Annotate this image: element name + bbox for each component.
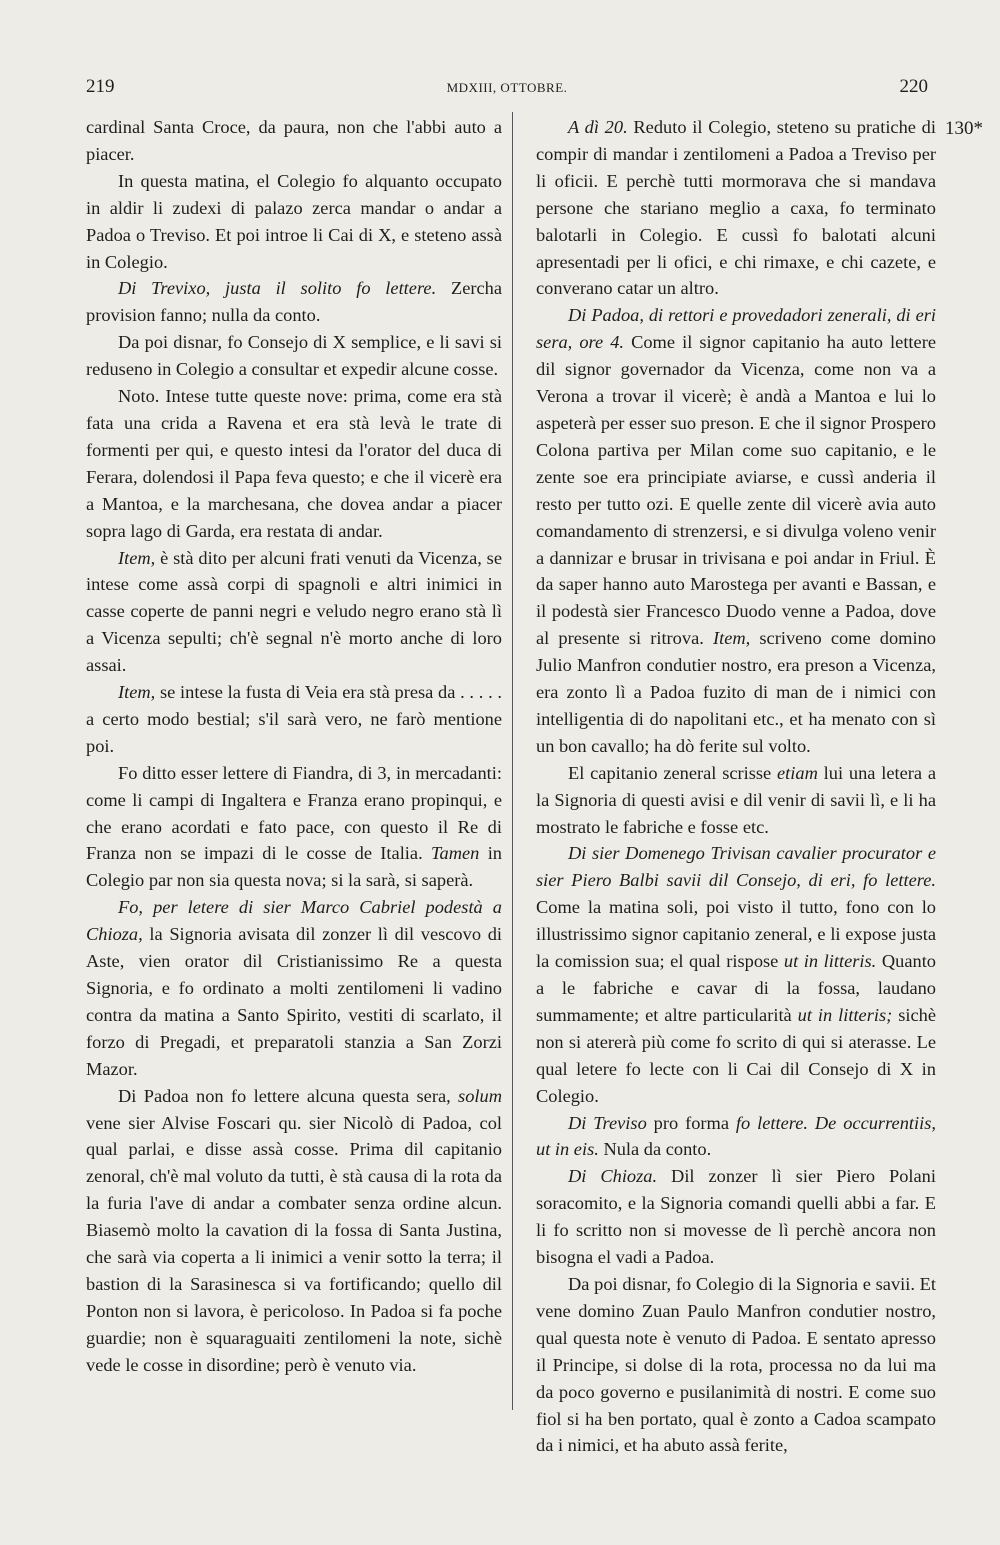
text-run: Come la matina soli, poi visto il tutto, fono con lo illustrissimo signor capitanio zeneral, e li expose justa la comission sua; el qual rispose	[536, 897, 936, 972]
paragraph	[86, 760, 502, 895]
italic-text: Item,	[118, 547, 156, 568]
text-run: cardinal Santa Croce, da paura, non che l'abbi auto a piacer.	[86, 117, 502, 164]
text-run: Noto. Intese tutte queste nove: prima, come era stà fata una crida a Ravena et era stà levà le trate di formenti per qui, e questo intesi da l'orator del duca di Ferara, dolendosi il Papa feva questo; e che il vicerè era a Mantoa, e la marchesana, che dovea andar a piacer sopra lago di Garda, era restata di andar.	[86, 386, 502, 541]
margin-folio-note: 130*	[945, 118, 983, 139]
text-run: Come il signor capitanio ha auto lettere dil signor governador da Vicenza, come non va a Verona a trovar il vicerè; è andà a Mantoa e lui lo aspeterà per esser suo preson. E che il signor Prospero Colona partiva per Milan come suo capitanio, e le zente soe era principiate aviarse, e cussì anderia il resto per tutto ozi. E quelle zente dil vicerè avia auto comandamento di strenzersi, e si divulga voleno venir a dannizar e brusar in trivisana e poi andar in Friul. È da saper hanno auto Marostega per avanti e Bassan, e il podestà sier Francesco Duodo venne a Padoa, dove al presente si ritrova.	[536, 332, 936, 649]
text-run: scriveno come domino Julio Manfron condutier nostro, era preson a Vicenza, era zonto lì a Padoa fuzito di man de i nimici con intelligentia di do napolitani etc., et ha menato con sì un bon cavallo; ha dò ferite sul volto.	[536, 628, 936, 756]
italic-text: etiam	[777, 762, 818, 783]
text-run: Reduto il Colegio, steteno su pratiche di compir di mandar i zentilomeni a Padoa a Treviso per li oficii. E perchè tutti mormorava che si mandava persone che stariano meglio a caxa, fo terminato balotarli in Colegio. E cussì fo balotati alcuni apresentadi per li ofici, e chi rimaxe, e chi cazete, e converano catar un altro.	[536, 117, 936, 299]
italic-text: fo lettere. De occurrentiis, ut in eis.	[536, 1112, 936, 1160]
italic-text: Di Padoa, di rettori e provedadori zenerali, di eri sera, ore 4.	[536, 305, 936, 353]
paragraph	[86, 329, 502, 383]
paragraph	[86, 275, 502, 329]
italic-text: Item,	[118, 682, 156, 703]
italic-text: Item,	[712, 628, 751, 649]
text-run: sichè non si atererà più come fo scrito di qui si aterasse. Le qual letere fo lecte con li Cai dil Consejo di X in Colegio.	[536, 1004, 936, 1106]
text-run: in Colegio par non sia questa nova; si la sarà, si saperà.	[86, 843, 502, 891]
text-run: Da poi disnar, fo Colegio di la Signoria e savii. Et vene domino Zuan Paulo Manfron condutier nostro, qual questa note è venuto di Padoa. E sentato apresso il Principe, si dolse di la rota, processa no da lui ma da poco governo e pusilanimità di nostri. E come suo fiol si ha ben portato, qual è zonto a Cadoa scampato da i nimici, et ha abuto assà ferite,	[536, 1273, 936, 1456]
paragraph	[536, 1110, 936, 1164]
italic-text: solum	[458, 1085, 502, 1106]
paragraph	[86, 383, 502, 544]
italic-text: ut in litteris.	[783, 951, 877, 972]
text-run: è stà dito per alcuni frati venuti da Vicenza, se intese come assà corpi di spagnoli e altri inimici in casse coperte de panni negri e veludo negro erano stà lì a Vicenza sepulti; ch'è segnal n'è morto anche di loro assai.	[86, 547, 502, 676]
italic-text: Di Treviso	[568, 1112, 647, 1133]
text-run: Fo ditto esser lettere di Fiandra, di 3, in mercadanti: come li campi di Ingaltera e Franza erano propinqui, e che erano acordati e fato pace, con questo il Re di Franza non se impazi di le cosse de Italia.	[86, 762, 502, 864]
italic-text: Tamen	[431, 843, 480, 864]
paragraph	[536, 114, 936, 302]
running-head: MDXIII, OTTOBRE.	[446, 80, 568, 95]
italic-text: A dì 20.	[568, 117, 628, 137]
text-run: se intese la fusta di Veia era stà presa da . . . . . a certo modo bestial; s'il sarà vero, ne farò mentione poi.	[86, 682, 502, 756]
page-number-left: 219	[86, 76, 115, 97]
paragraph	[536, 760, 936, 841]
text-run: vene sier Alvise Foscari qu. sier Nicolò di Padoa, col qual parlai, e disse assà cosse. Prima dil capitanio zenoral, ch'è mal voluto da tutti, è stà causa di la rota da la furia l'ave di andar a combater senza ordine alcun. Biasemò molto la cavation di la fossa di Santa Justina, che sarà via coperta a li inimici a venir sotto la terra; il bastion di la Sarasinesca si va fortificando; quello dil Ponton non si lavora, è pericoloso. In Padoa si fa poche guardie; non è squaraguaiti zentilomeni la note, sichè vede le cosse in disordine; però è venuto via.	[86, 1112, 502, 1375]
text-run: Dil zonzer lì sier Piero Polani soracomito, e la Signoria comandi quelli abbi a far. E li fo scritto non si movesse de lì perchè ancora non bisogna el vadi a Padoa.	[536, 1166, 936, 1268]
right-column	[536, 114, 936, 1459]
text-run: pro forma	[646, 1112, 736, 1133]
paragraph	[86, 545, 502, 680]
page-number-right: 220	[899, 76, 928, 97]
italic-text: Di sier Domenego Trivisan cavalier procurator e sier Piero Balbi savii dil Consejo, di eri, fo lettere.	[536, 843, 936, 891]
column-divider	[512, 112, 513, 1410]
text-run: Di Padoa non fo lettere alcuna questa sera,	[118, 1085, 459, 1106]
text-run: lui una letera a la Signoria di questi avisi e dil venir di savii lì, e li ha mostrato le fabriche e fosse etc.	[536, 762, 936, 837]
italic-text: ut in litteris;	[797, 1004, 893, 1025]
text-run: Da poi disnar, fo Consejo di X semplice, e li savi si reduseno in Colegio a consultar et expedir alcune cosse.	[86, 332, 502, 380]
paragraph	[536, 1271, 936, 1459]
italic-text: Di Trevixo, justa il solito fo lettere.	[118, 278, 437, 299]
paragraph	[86, 114, 502, 168]
paragraph	[536, 840, 936, 1109]
paragraph	[86, 168, 502, 276]
italic-text: Fo, per letere di sier Marco Cabriel podestà a Chioza,	[86, 897, 502, 945]
text-run: la Signoria avisata dil zonzer lì dil vescovo di Aste, vien orator dil Cristianissimo Re a questa Signoria, e fo ordinato a molti zentilomeni li vadino contra da matina a Santo Spirito, vestiti di scarlato, il forzo di Pregadi, et preparatoli stanzia a San Zorzi Mazor.	[86, 924, 502, 1079]
text-run: Quanto a le fabriche e cavar di la fossa, laudano summamente; et altre particularità	[536, 951, 937, 1025]
page-header	[86, 72, 928, 102]
paragraph	[536, 1163, 936, 1271]
paragraph	[86, 679, 502, 760]
italic-text: Di Chioza.	[568, 1166, 658, 1187]
text-run: El capitanio zeneral scrisse	[568, 762, 778, 783]
text-run: In questa matina, el Colegio fo alquanto occupato in aldir li zudexi di palazo zerca mandar o andar a Padoa o Treviso. Et poi introe li Cai di X, e steteno assà in Colegio.	[86, 170, 502, 272]
paragraph	[86, 894, 502, 1082]
text-run: Zercha provision fanno; nulla da conto.	[86, 278, 503, 326]
paragraph	[536, 302, 936, 759]
text-run: Nula da conto.	[598, 1139, 712, 1160]
paragraph	[86, 1083, 502, 1379]
left-column	[86, 114, 502, 1379]
